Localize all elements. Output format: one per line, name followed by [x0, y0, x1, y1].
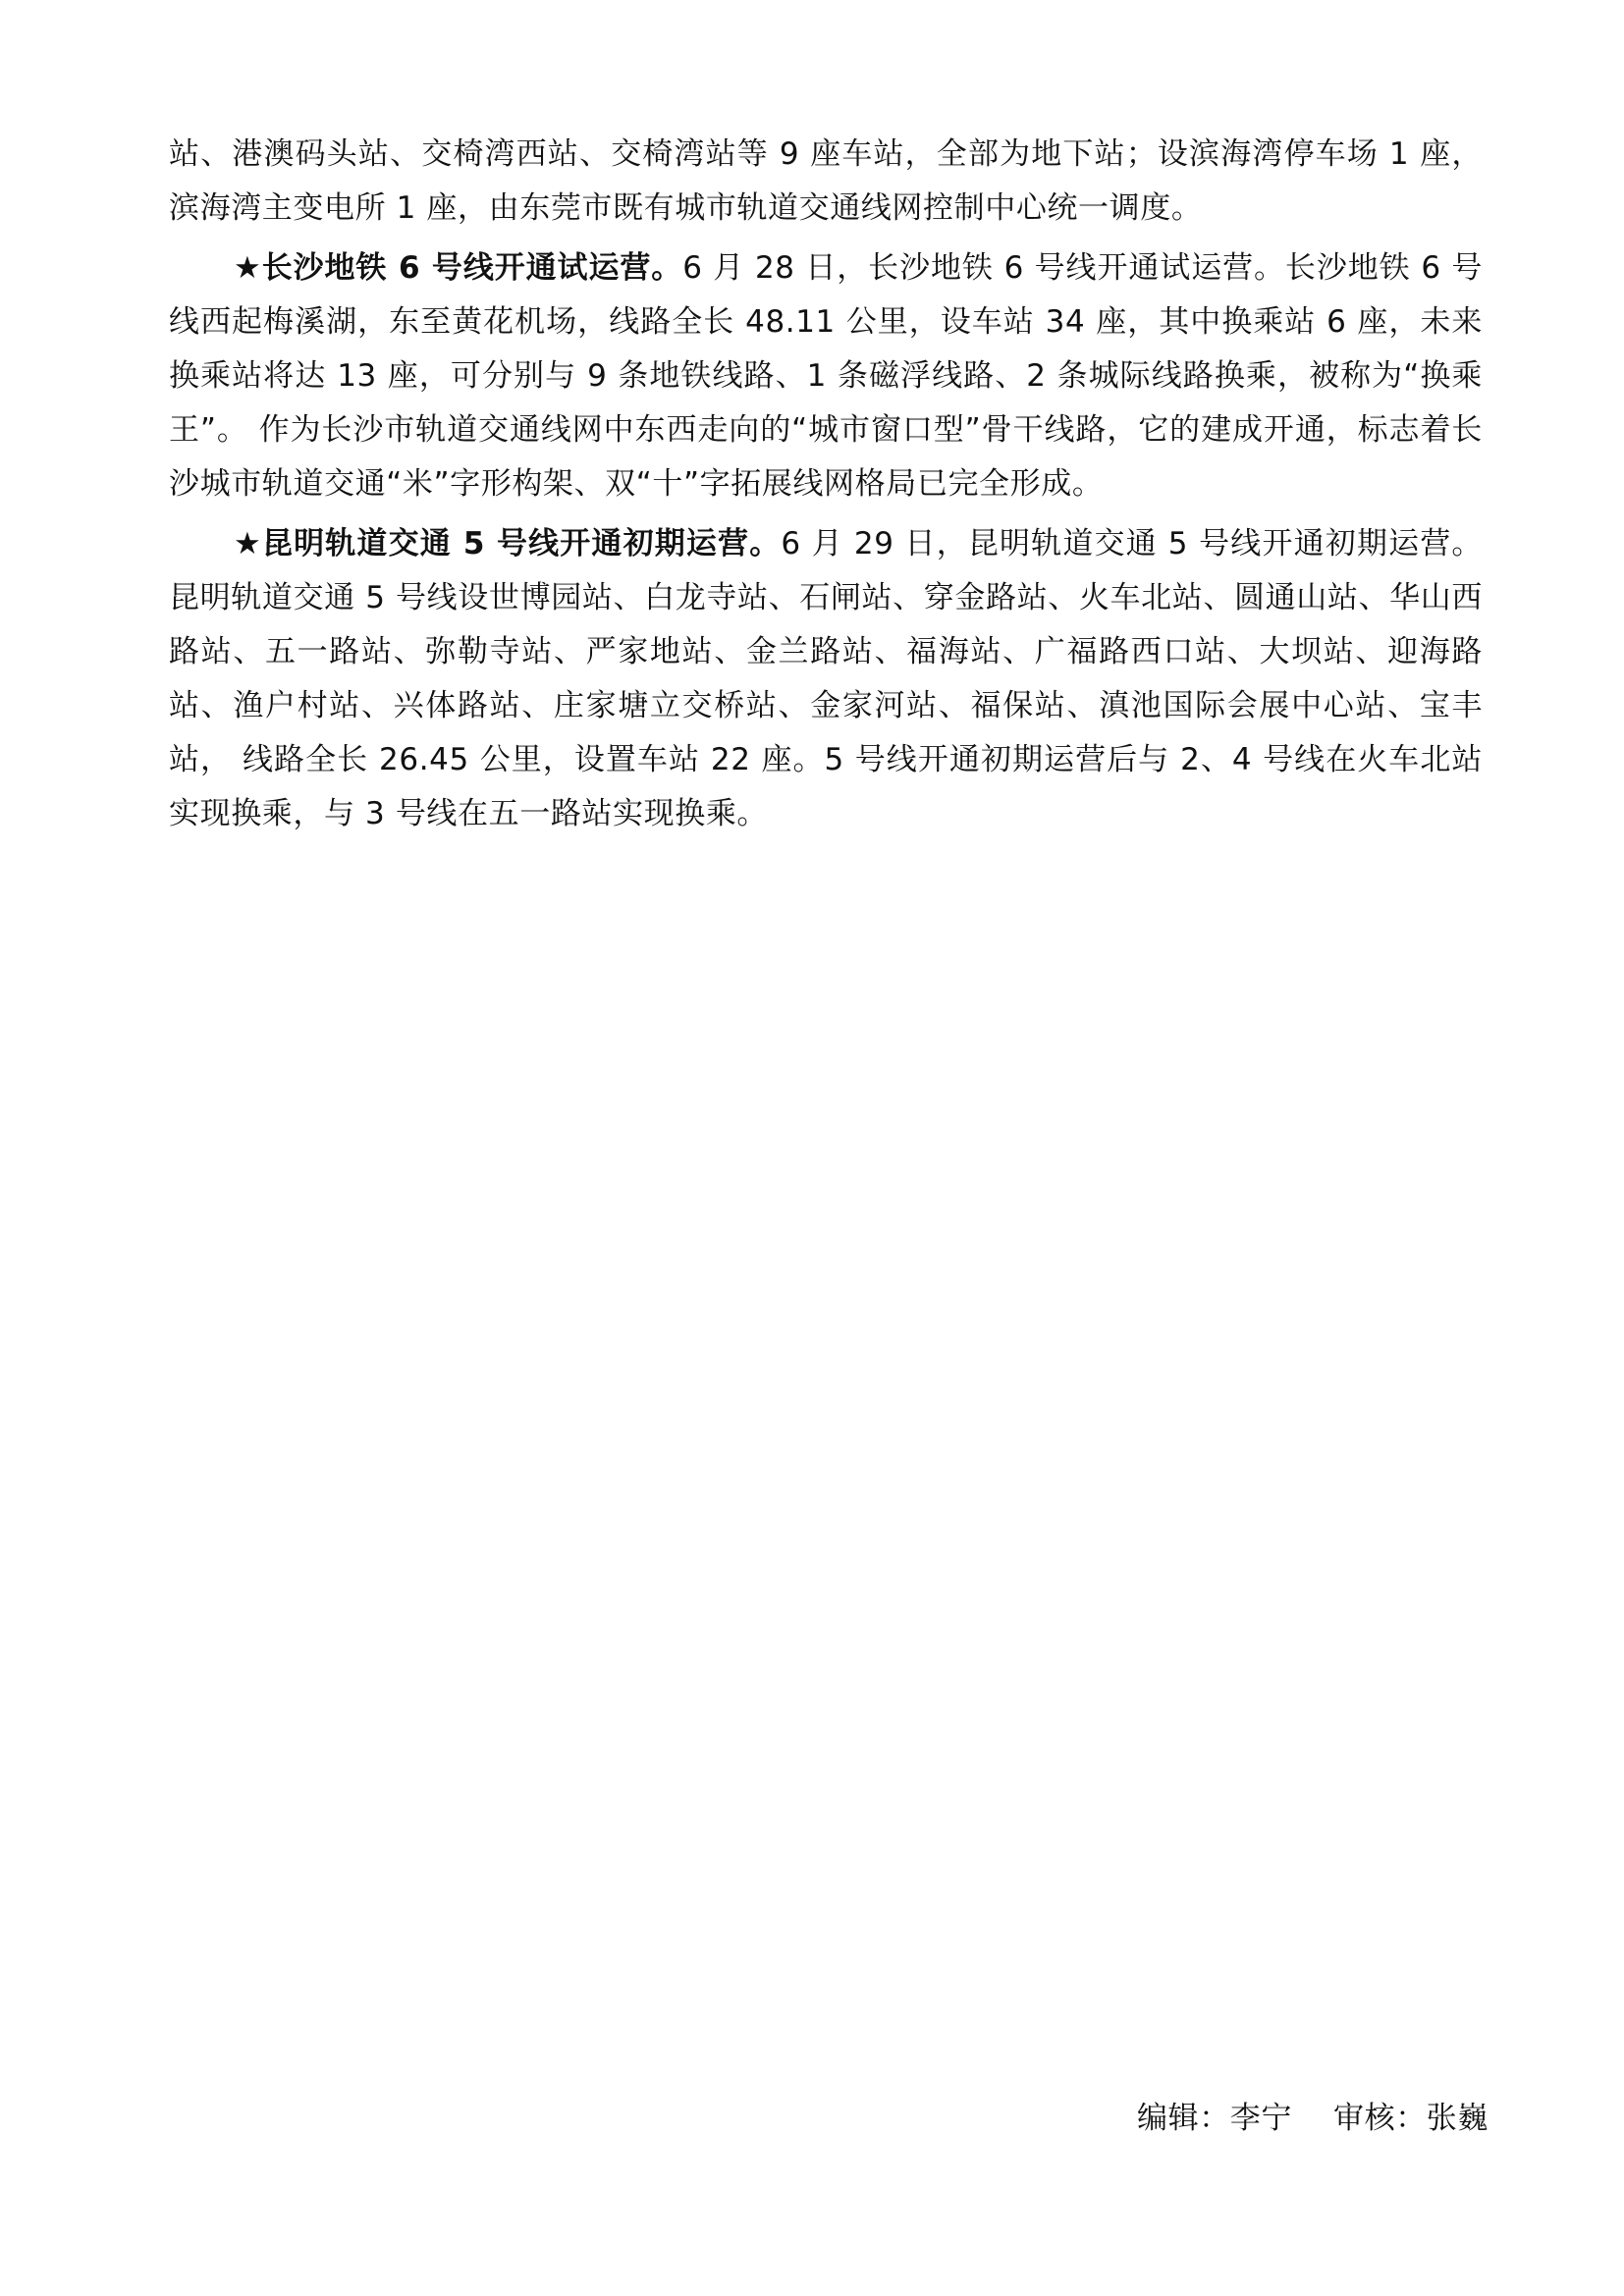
paragraph-continuation: [169, 128, 1483, 236]
paragraph-lead: ★长沙地铁 6 号线开通试运营。: [234, 250, 683, 286]
article-body: [169, 128, 1483, 841]
paragraph-lead: ★昆明轨道交通 5 号线开通初期运营。: [234, 526, 782, 561]
editor-credit: 编辑：李宁: [1137, 2101, 1292, 2136]
paragraph-text: 6 月 28 日，长沙地铁 6 号线开通试运营。长沙地铁 6 号线西起梅溪湖，东至黄花机场，线路全长 48.11 公里，设车站 34 座，其中换乘站 6 座，未来换乘站将达 13 座，可分别与 9 条地铁线路、1 条磁浮线路、2 条城际线路换乘，被称为“换乘王”。 作为长沙市轨道交通线网中东西走向的“城市窗口型”骨干线路，它的建成开通，标志着长沙城市轨道交通“米”字形构架、双“十”字拓展线网格局已完全形成。: [169, 250, 1484, 502]
paragraph-changsha-line6: [169, 241, 1483, 511]
reviewer-credit: 审核：张巍: [1333, 2101, 1489, 2136]
paragraph-text: 6 月 29 日，昆明轨道交通 5 号线开通初期运营。昆明轨道交通 5 号线设世博园站、白龙寺站、石闸站、穿金路站、火车北站、圆通山站、华山西路站、五一路站、弥勒寺站、严家地站、金兰路站、福海站、广福路西口站、大坝站、迎海路站、渔户村站、兴体路站、庄家塘立交桥站、金家河站、福保站、滇池国际会展中心站、宝丰站， 线路全长 26.45 公里，设置车站 22 座。5 号线开通初期运营后与 2、4 号线在火车北站实现换乘，与 3 号线在五一路站实现换乘。: [169, 526, 1483, 831]
editorial-credits: [1137, 2099, 1489, 2138]
paragraph-kunming-line5: [169, 517, 1483, 841]
paragraph-text: 站、港澳码头站、交椅湾西站、交椅湾站等 9 座车站，全部为地下站；设滨海湾停车场 1 座，滨海湾主变电所 1 座，由东莞市既有城市轨道交通线网控制中心统一调度。: [169, 136, 1483, 226]
